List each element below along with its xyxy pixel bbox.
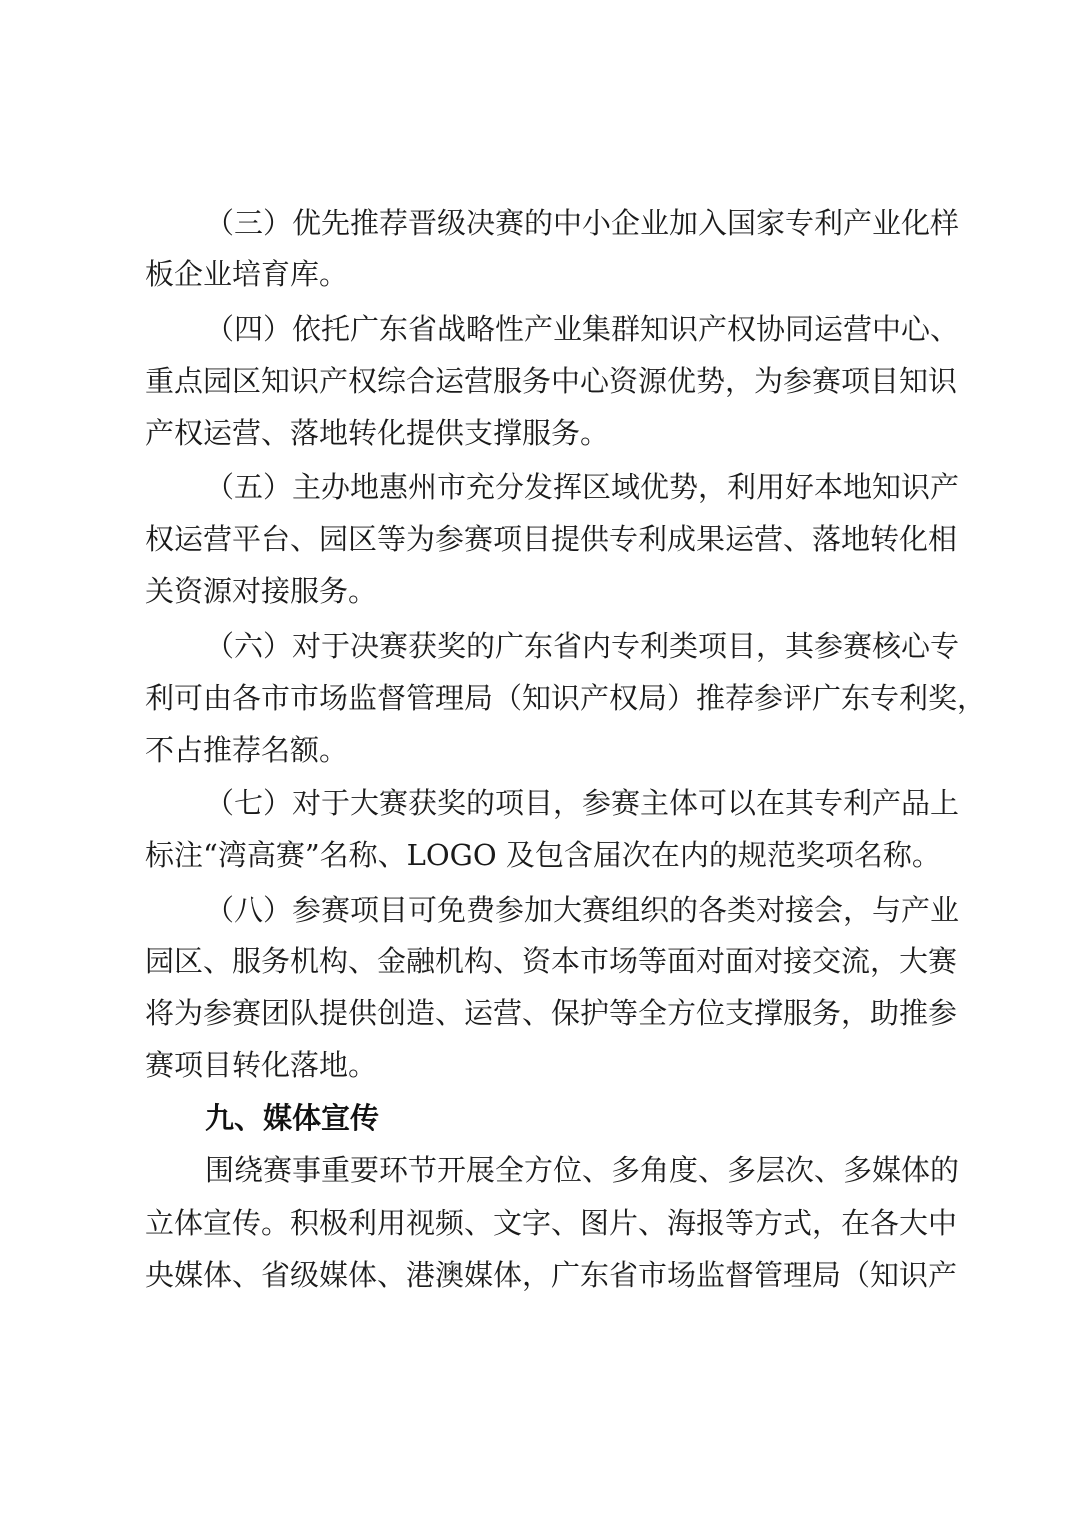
paragraph-4-line-3: 产权运营、落地转化提供支撑服务。	[145, 416, 610, 450]
paragraph-5-line-3: 关资源对接服务。	[145, 574, 378, 608]
paragraph-6-line-2: 利可由各市市场监督管理局（知识产权局）推荐参评广东专利奖，	[145, 681, 987, 715]
section-9-line-2: 立体宣传。积极利用视频、文字、图片、海报等方式，在各大中	[145, 1206, 958, 1240]
paragraph-3-line-2: 板企业培育库。	[145, 257, 349, 291]
section-9-line-1: 围绕赛事重要环节开展全方位、多角度、多层次、多媒体的	[205, 1153, 960, 1187]
paragraph-8-line-2: 园区、服务机构、金融机构、资本市场等面对面对接交流，大赛	[145, 944, 958, 978]
paragraph-8-line-1: （八）参赛项目可免费参加大赛组织的各类对接会，与产业	[205, 893, 960, 927]
paragraph-4-line-2: 重点园区知识产权综合运营服务中心资源优势，为参赛项目知识	[145, 364, 958, 398]
paragraph-7-line-2: 标注“湾高赛”名称、LOGO 及包含届次在内的规范奖项名称。	[145, 838, 941, 872]
paragraph-3-line-1: （三）优先推荐晋级决赛的中小企业加入国家专利产业化样	[205, 206, 960, 240]
paragraph-8-line-4: 赛项目转化落地。	[145, 1048, 378, 1082]
paragraph-6-line-1: （六）对于决赛获奖的广东省内专利类项目，其参赛核心专	[205, 629, 960, 663]
section-9-heading: 九、媒体宣传	[205, 1101, 380, 1135]
paragraph-6-line-3: 不占推荐名额。	[145, 733, 349, 767]
paragraph-5-line-1: （五）主办地惠州市充分发挥区域优势，利用好本地知识产	[205, 470, 960, 504]
paragraph-7-line-1: （七）对于大赛获奖的项目，参赛主体可以在其专利产品上	[205, 786, 960, 820]
paragraph-4-line-1: （四）依托广东省战略性产业集群知识产权协同运营中心、	[205, 312, 960, 346]
paragraph-8-line-3: 将为参赛团队提供创造、运营、保护等全方位支撑服务，助推参	[145, 996, 958, 1030]
section-9-line-3: 央媒体、省级媒体、港澳媒体，广东省市场监督管理局（知识产	[145, 1258, 958, 1292]
paragraph-5-line-2: 权运营平台、园区等为参赛项目提供专利成果运营、落地转化相	[145, 522, 958, 556]
